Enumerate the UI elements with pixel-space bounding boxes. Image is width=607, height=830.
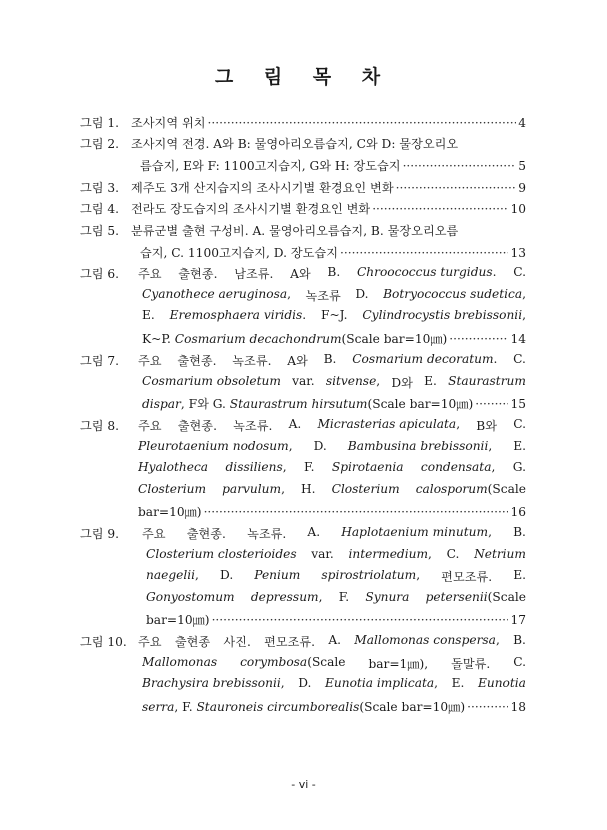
leader-dots bbox=[475, 397, 508, 411]
page-number: 5 bbox=[518, 158, 526, 173]
figure-label: 그림 9. bbox=[80, 527, 120, 541]
entry-text: K~P. Cosmarium decachondrum(Scale bar=10㎛) bbox=[142, 331, 448, 346]
toc-entry-7[interactable] bbox=[80, 352, 526, 417]
leader-dots bbox=[212, 613, 509, 627]
figure-label: 그림 1. bbox=[80, 116, 120, 130]
leader-dots bbox=[204, 505, 509, 519]
figure-label: 그림 4. bbox=[80, 202, 120, 216]
entry-text: Closterium closterioides var. intermedium, C. Netrium bbox=[146, 546, 526, 561]
entry-text: 주요 출현종. 녹조류. A. Micrasterias apiculata, B와 C. bbox=[138, 417, 526, 433]
figure-label: 그림 5. bbox=[80, 224, 120, 238]
toc-entry-2[interactable] bbox=[80, 135, 526, 178]
figure-label: 그림 2. bbox=[80, 137, 120, 151]
toc-entry-10[interactable] bbox=[80, 633, 526, 719]
entry-text: 주요 출현종 사진. 편모조류. A. Mallomonas conspersa, B. bbox=[138, 633, 526, 649]
toc-entry-8[interactable] bbox=[80, 417, 526, 525]
entry-text: 전라도 장도습지의 조사시기별 환경요인 변화 bbox=[131, 202, 371, 216]
entry-text: bar=10㎛) bbox=[146, 613, 210, 628]
entry-text: Cyanothece aeruginosa, 녹조류 D. Botryococcus sudetica, bbox=[142, 286, 526, 303]
toc-entry-1[interactable] bbox=[80, 114, 526, 136]
page-footer: - vi - bbox=[291, 778, 316, 791]
leader-dots bbox=[467, 700, 508, 714]
leader-dots bbox=[372, 202, 508, 216]
entry-text: naegelii, D. Penium spirostriolatum, 편모조류. E. bbox=[146, 568, 526, 585]
page-number: 16 bbox=[510, 505, 526, 520]
entry-text: 주요 출현종. 녹조류. A와 B. Cosmarium decoratum. C. bbox=[138, 352, 526, 368]
entry-text: 습지, C. 1100고지습지, D. 장도습지 bbox=[140, 245, 338, 260]
entry-text: Pleurotaenium nodosum, D. Bambusina brebissonii, E. bbox=[138, 438, 526, 453]
entry-text: 분류군별 출현 구성비. A. 물영아리오름습지, B. 물장오리오름 bbox=[131, 224, 459, 238]
page-number: 10 bbox=[510, 202, 526, 216]
page-number: 15 bbox=[510, 397, 526, 412]
leader-dots bbox=[449, 332, 508, 346]
page-number: 9 bbox=[518, 181, 526, 195]
entry-text: 제주도 3개 산지습지의 조사시기별 환경요인 변화 bbox=[131, 181, 394, 195]
leader-dots bbox=[340, 246, 509, 260]
leader-dots bbox=[396, 181, 517, 195]
figure-label: 그림 6. bbox=[80, 267, 120, 281]
toc-entry-5[interactable] bbox=[80, 222, 526, 265]
entry-text: 조사지역 위치 bbox=[131, 116, 206, 130]
entry-text: Closterium parvulum, H. Closterium calosporum(Scale bbox=[138, 481, 526, 496]
entry-text: 주요 출현종. 남조류. A와 B. Chroococcus turgidus. C. bbox=[138, 265, 526, 281]
page-number: 4 bbox=[518, 116, 526, 130]
figure-label: 그림 8. bbox=[80, 419, 120, 433]
page-title: 그 림 목 차 bbox=[214, 66, 393, 88]
entry-text: Brachysira brebissonii, D. Eunotia implicata, E. Eunotia bbox=[142, 676, 526, 691]
entry-text: Gonyostomum depressum, F. Synura petersenii(Scale bbox=[146, 589, 526, 604]
entry-text: Hyalotheca dissiliens, F. Spirotaenia condensata, G. bbox=[138, 460, 526, 475]
entry-text: 름습지, E와 F: 1100고지습지, G와 H: 장도습지 bbox=[140, 158, 401, 173]
toc-entry-6[interactable] bbox=[80, 265, 526, 351]
toc-entry-3[interactable] bbox=[80, 179, 526, 201]
entry-text: Cosmarium obsoletum var. sitvense, D와 E. Staurastrum bbox=[142, 373, 526, 390]
entry-text: dispar, F와 G. Staurastrum hirsutum(Scale bar=10㎛) bbox=[142, 397, 474, 412]
entry-text: E. Eremosphaera viridis. F~J. Cylindrocystis brebissonii, bbox=[142, 308, 526, 323]
entry-text: 주요 출현종. 녹조류. A. Haplotaenium minutum, B. bbox=[142, 525, 526, 541]
toc-entry-4[interactable] bbox=[80, 200, 526, 222]
figure-label: 그림 7. bbox=[80, 354, 120, 368]
page-number: 18 bbox=[510, 699, 526, 714]
toc-entry-9[interactable] bbox=[80, 525, 526, 633]
figure-label: 그림 10. bbox=[80, 635, 127, 649]
entry-text: 조사지역 전경. A와 B: 물영아리오름습지, C와 D: 물장오리오 bbox=[131, 137, 459, 151]
entry-text: serra, F. Stauroneis circumborealis(Scale bar=10㎛) bbox=[142, 699, 466, 714]
entry-text: bar=10㎛) bbox=[138, 505, 202, 520]
page-number: 14 bbox=[510, 331, 526, 346]
leader-dots bbox=[208, 116, 517, 130]
leader-dots bbox=[403, 159, 517, 173]
page-number: 17 bbox=[510, 613, 526, 628]
entry-text: Mallomonas corymbosa(Scale bar=1㎛), 돌말류. C. bbox=[142, 654, 526, 671]
page-number: 13 bbox=[510, 245, 526, 260]
figure-label: 그림 3. bbox=[80, 181, 120, 195]
